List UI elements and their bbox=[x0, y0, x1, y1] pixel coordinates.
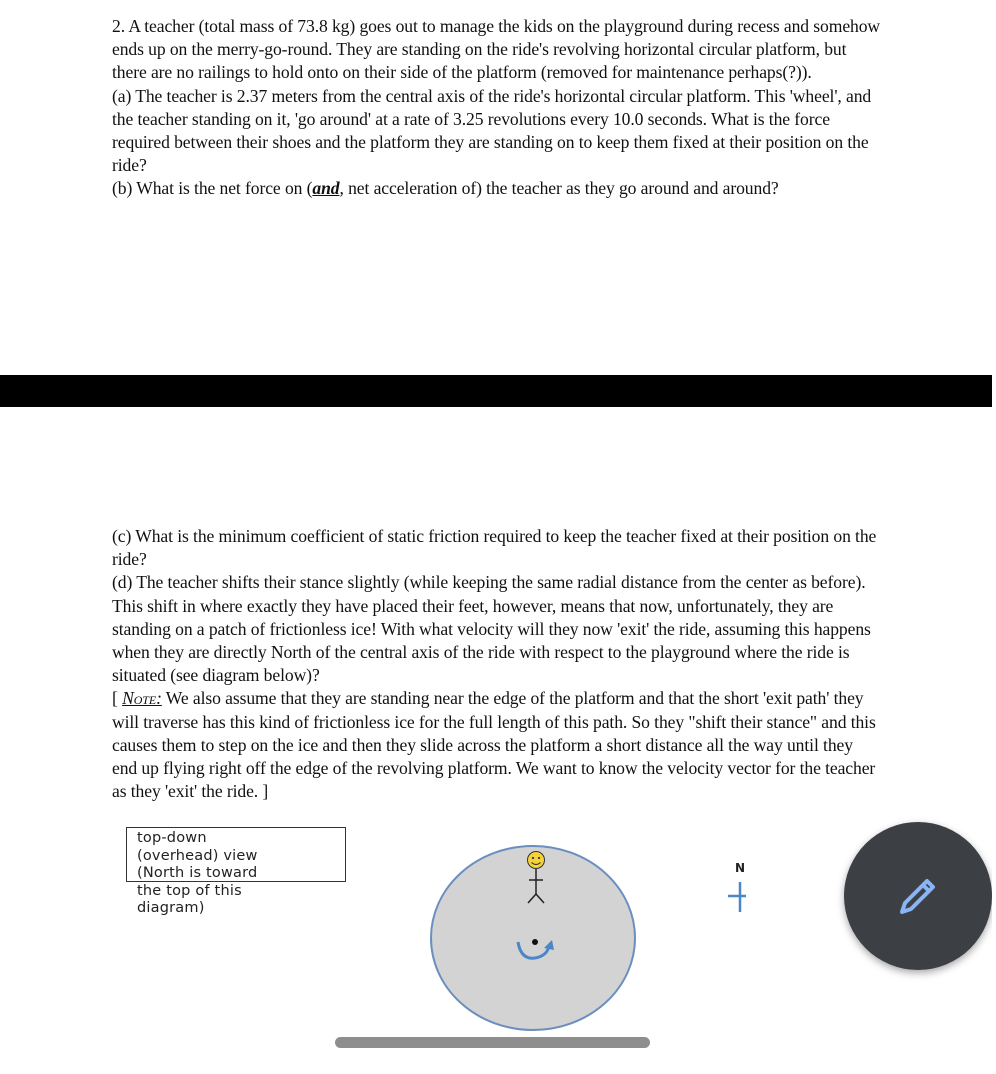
part-a: (a) The teacher is 2.37 meters from the central axis of the ride's horizontal circular platform. This 'wheel', and the teacher standing on it, 'go around' at a rate of 3.25 revolutions every 10.0 seconds. What is the force required between their shoes and the platform they are standing on to keep them fixed at their position on the ride? bbox=[112, 85, 872, 176]
diagram-caption: top-down (overhead) view (North is toward the top of this diagram) bbox=[137, 830, 258, 916]
center-axis-dot bbox=[532, 939, 538, 945]
platform-circle bbox=[431, 846, 635, 1030]
edit-button[interactable] bbox=[844, 822, 992, 970]
part-b-end: , net acceleration of) the teacher as they go around and around? bbox=[339, 178, 779, 199]
page-separator bbox=[0, 375, 992, 407]
part-d: (d) The teacher shifts their stance slightly (while keeping the same radial distance from the center as before). This shift in where exactly they have placed their feet, however, means that now, unfortunately, they are standing on a patch of frictionless ice! With what velocity will they now 'exit' the ride, assuming this happens when they are directly North of the central axis of the ride with respect to the playground where the ride is situated (see diagram below)? bbox=[112, 572, 871, 686]
merry-go-round-diagram bbox=[425, 840, 645, 1040]
part-b-start: (b) What is the net force on ( bbox=[112, 178, 313, 199]
compass-north-label: N bbox=[735, 861, 746, 875]
pencil-icon bbox=[888, 866, 948, 926]
problem-intro: 2. A teacher (total mass of 73.8 kg) goes out to manage the kids on the playground during recess and somehow ends up on the merry-go-round. They are standing on the ride's revolving horizontal circular platform, but there are no railings to hold onto on their side of the platform (removed for maintenance perhaps(?)). bbox=[112, 16, 881, 83]
note bbox=[112, 687, 882, 803]
part-b bbox=[112, 177, 882, 200]
compass-icon bbox=[718, 860, 748, 915]
right-edge-margin bbox=[992, 0, 996, 1074]
problem-text-upper bbox=[112, 15, 882, 201]
part-c: (c) What is the minimum coefficient of static friction required to keep the teacher fixed at their position on the ride? bbox=[112, 526, 877, 570]
note-text: We also assume that they are standing near the edge of the platform and that the short 'exit path' they will traverse has this kind of frictionless ice for the full length of this path. So they "shift their stance" and this causes them to step on the ice and then they slide across the platform a short distance all the way until they end up flying right off the edge of the revolving platform. We want to know the velocity vector for the teacher as they 'exit' the ride. ] bbox=[112, 688, 876, 802]
note-open: [ bbox=[112, 688, 123, 709]
smiley-face-icon bbox=[528, 852, 545, 869]
note-label: Note: bbox=[122, 688, 162, 709]
part-b-and: and bbox=[312, 178, 340, 199]
problem-text-lower bbox=[112, 525, 882, 803]
horizontal-scrollbar[interactable] bbox=[335, 1037, 650, 1048]
